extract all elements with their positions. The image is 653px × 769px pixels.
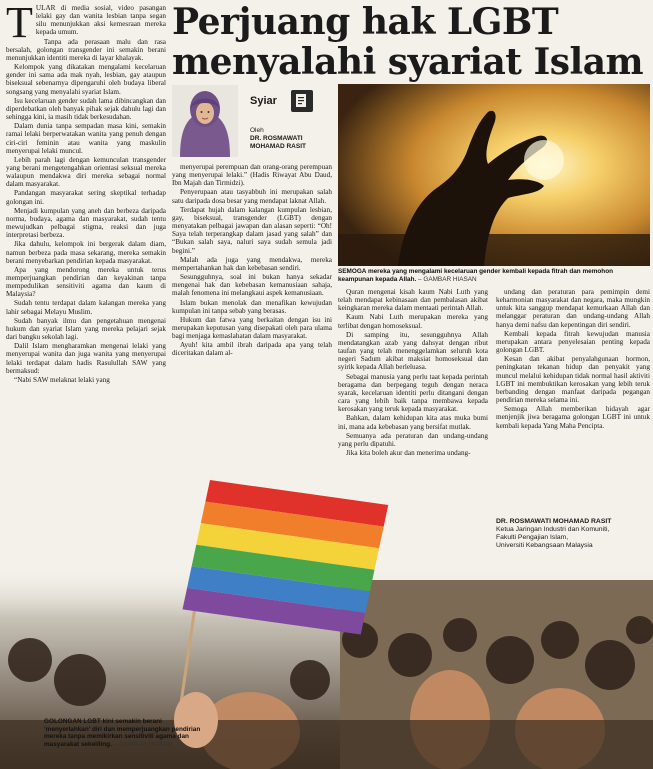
paragraph: “Nabi SAW melaknat lelaki yang — [14, 375, 110, 384]
document-icon — [290, 89, 314, 113]
top-caption-credit: – GAMBAR HIASAN — [418, 275, 477, 283]
paragraph: Pandangan masyarakat sering skeptikal terhadap golongan ini. — [6, 189, 166, 206]
paragraph: Lebih parah lagi dengan kemunculan transgender yang berani mengetengahkan orientasi seksual mereka walaupun mendakwa diri mereka sebagai normal dalam masyarakat. — [6, 155, 166, 189]
paragraph: Di samping itu, sesungguhnya Allah mendatangkan azab yang dahsyat dengan ribut taufan yang telah menenggelamkan seluruh kota negeri Sadum akibat maksiat homoseksual dan syirik kepada Allah berleluasa. — [338, 330, 488, 372]
paragraph: Sudah banyak ilmu dan pengetahuan mengenai hukum dan syariat Islam yang mereka pelajari sejak dari bangku sekolah lagi. — [6, 316, 166, 342]
author-box — [172, 85, 334, 159]
paragraph: Kesan dan akibat penyalahgunaan hormon, peningkatan tekanan hidup dan penyakit yang muncul melalui kehidupan tidak normal hasil aktiviti LGBT ini membuktikan kerosakan yang lebih teruk berbanding dengan manfaat daripada pegangan pendirian mereka selama ini. — [496, 355, 650, 405]
byline-author-1: DR. ROSMAWATI — [250, 135, 303, 142]
paragraph: Kelompok yang dikatakan mengalami kecelaruan gender ini sama ada mak nyah, lesbian, gay ataupun biseksual sebenarnya dipengaruhi oleh budaya liberal songsang yang menyalahi syariat Islam. — [6, 63, 166, 96]
signature-line-3: Universiti Kebangsaan Malaysia — [496, 542, 593, 549]
paragraph: Ayuh! kita ambil ibrah daripada apa yang telah diceritakan dalam al- — [172, 341, 332, 358]
paragraph: Kembali kepada fitrah kewujudan manusia merupakan antara penyelesaian penting kepada golongan LGBT. — [496, 329, 650, 355]
column-4-paragraphs — [496, 288, 650, 430]
bottom-photo-caption — [44, 718, 204, 748]
paragraph: Apa yang mendorong mereka untuk terus memperjuangkan pendirian dan keyakinan tanpa mempedulikan sensitiviti agama dan kaum di Malaysia? — [6, 265, 166, 299]
byline-author-2: MOHAMAD RASIT — [250, 143, 306, 150]
paragraph: Islam bukan menolak dan menafikan kewujudan kumpulan ini tanpa sebab yang berasas. — [172, 298, 332, 315]
bottom-caption-credit: – GAMBAR HIASAN — [113, 740, 173, 748]
signature-line-2: Fakulti Pengajian Islam, — [496, 534, 569, 541]
top-photo-caption — [338, 268, 650, 283]
headline — [172, 2, 650, 82]
paragraph: Dalil Islam mengharamkan mengenai lelaki yang menyerupai wanita dan juga wanita yang menyerupai lelaki terdapat dalam hadis Rasulullah SAW yang bermaksud: — [6, 342, 166, 375]
paragraph: Semoga Allah memberikan hidayah agar menjenjik jiwa beragama golongan LGBT ini untuk kembali kepada Yang Maha Pencipta. — [496, 405, 650, 430]
paragraph: Malah ada juga yang mendakwa, mereka mempertahankan hak dan kebebasan sendiri. — [172, 255, 332, 272]
paragraph: Jika kita boleh akur dan menerima undang- — [346, 448, 471, 457]
paragraph: Dalam dunia tanpa sempadan masa kini, semakin ramai lelaki berperwatakan wanita yang penuh dengan ciri-ciri feminin atau wanita yang maskulin menyerupai lelaki muncul. — [6, 122, 166, 155]
paragraph: Terdapat hujah dalam kalangan kumpulan lesbian, gay, biseksual, transgender (LGBT) dengan menyatakan pelbagai jawapan dan alasan seperti: “Oh! Saya telah terperangkap dalam jasad yang salah” dan “Bukan salah saya, naluri saya sudah semula jadi begini.” — [172, 205, 332, 255]
top-caption-text: SEMOGA mereka yang mengalami kecelaruan gender kembali kepada fitrah dan memohon keampunan kepada Allah. — [338, 268, 614, 283]
intro-paragraph: ULAR di media sosial, video pasangan lelaki gay dan wanita lesbian tanpa segan silu menunjukkan aksi kemesraan mereka kepada umum. — [35, 4, 166, 37]
drop-cap: T — [6, 4, 33, 47]
praying-hand-photo — [338, 84, 650, 266]
paragraph: Sesungguhnya, soal ini bukan hanya sekadar mengenai hak dan kebebasan kemanusiaan sahaja, malah fenomena ini melangkaui aspek kemanusiaan. — [172, 273, 332, 298]
paragraph: Jika dahulu, kelompok ini bergerak dalam diam, namun berbeza pada masa sekarang, mereka semakin berani menyebarkan pendirian kepada masyarakat. — [6, 240, 166, 265]
author-photo — [172, 85, 238, 157]
headline-line-2: menyalahi syariat Islam — [172, 41, 644, 83]
bottom-caption-text: GOLONGAN LGBT kini semakin berani ‘menyerlahkan’ diri dan memperjuangkan pendirian mereka tanpa memikirkan sensitiviti agama dan masyarakat sekeliling. — [44, 718, 201, 748]
rainbow-flag — [182, 480, 388, 634]
column-2 — [172, 163, 332, 485]
paragraph: undang dan peraturan para pemimpin demi keharmonian masyarakat dan negara, maka mungkin untuk kita sanggup mendapat kemurkaan Allah dan melanggar peraturan dan undang-undang Allah hanya demi nafsu dan kepentingan diri sendiri. — [496, 288, 650, 329]
column-1-paragraphs — [6, 38, 166, 384]
column-3-paragraphs — [338, 288, 488, 457]
paragraph: Hukum dan fatwa yang berkaitan dengan isu ini merupakan keputusan yang disepakati oleh para ulama bagi menjaga kemaslahatan dalam masyarakat. — [172, 315, 332, 341]
paragraph: menyerupai perempuan dan orang-orang perempuan yang menyerupai lelaki.” (Hadis Riwayat Abu Daud, Ibn Majah dan Tirmidzi). — [172, 163, 332, 188]
byline-by: Oleh — [250, 127, 264, 134]
section-label: Syiar — [250, 95, 277, 107]
headline-line-1: Perjuang hak LGBT — [172, 1, 559, 43]
paragraph: Penyerupaan atau tasyabbuh ini merupakan salah satu daripada dosa besar yang mendapat laknat Allah. — [172, 188, 332, 205]
signature-line-1: Ketua Jaringan Industri dan Komuniti, — [496, 526, 610, 533]
column-2-paragraphs — [172, 163, 332, 358]
signature-name: DR. ROSMAWATI MOHAMAD RASIT — [496, 518, 612, 525]
paragraph: Kaum Nabi Luth merupakan mereka yang terlibat dengan homoseksual. — [338, 313, 488, 330]
paragraph: Bahkan, dalam kehidupan kita atas muka bumi ini, mana ada kebebasan yang bersifat mutlak. — [338, 414, 488, 431]
paragraph: Menjadi kumpulan yang aneh dan berbeza daripada norma, budaya, agama dan masyarakat, sudah tentu mewujudkan pelbagai stigma, reaksi dan juga interpretasi berbeza. — [6, 206, 166, 240]
paragraph: Isu kecelaruan gender sudah lama dibincangkan dan diperdebatkan oleh banyak pihak sejak dahulu lagi dan sehingga kini, ia masih tidak berkesudahan. — [6, 96, 166, 122]
paragraph: Sebagai manusia yang perlu taat kepada perintah beragama dan berpegang teguh dengan neraca syarak, kecelaruan identiti perlu ditangani dengan cara yang lebih baik tanpa membawa kepada kerosakan yang teruk kepada masyarakat. — [338, 372, 488, 414]
paragraph: Sudah tentu terdapat dalam kalangan mereka yang lahir sebagai Melayu Muslim. — [6, 299, 166, 316]
paragraph: Tanpa ada perasaan malu dan rasa bersalah, golongan transgender ini semakin berani menunjukkan identiti mereka di layar khalayak. — [6, 37, 166, 62]
paragraph: Semuanya ada peraturan dan undang-undang yang perlu dipatuhi. — [338, 431, 488, 448]
paragraph: Quran mengenai kisah kaum Nabi Luth yang telah mendapat kebinasaan dan pembalasan akibat keingkaran mereka dalam mentaati perintah Allah. — [338, 288, 488, 313]
